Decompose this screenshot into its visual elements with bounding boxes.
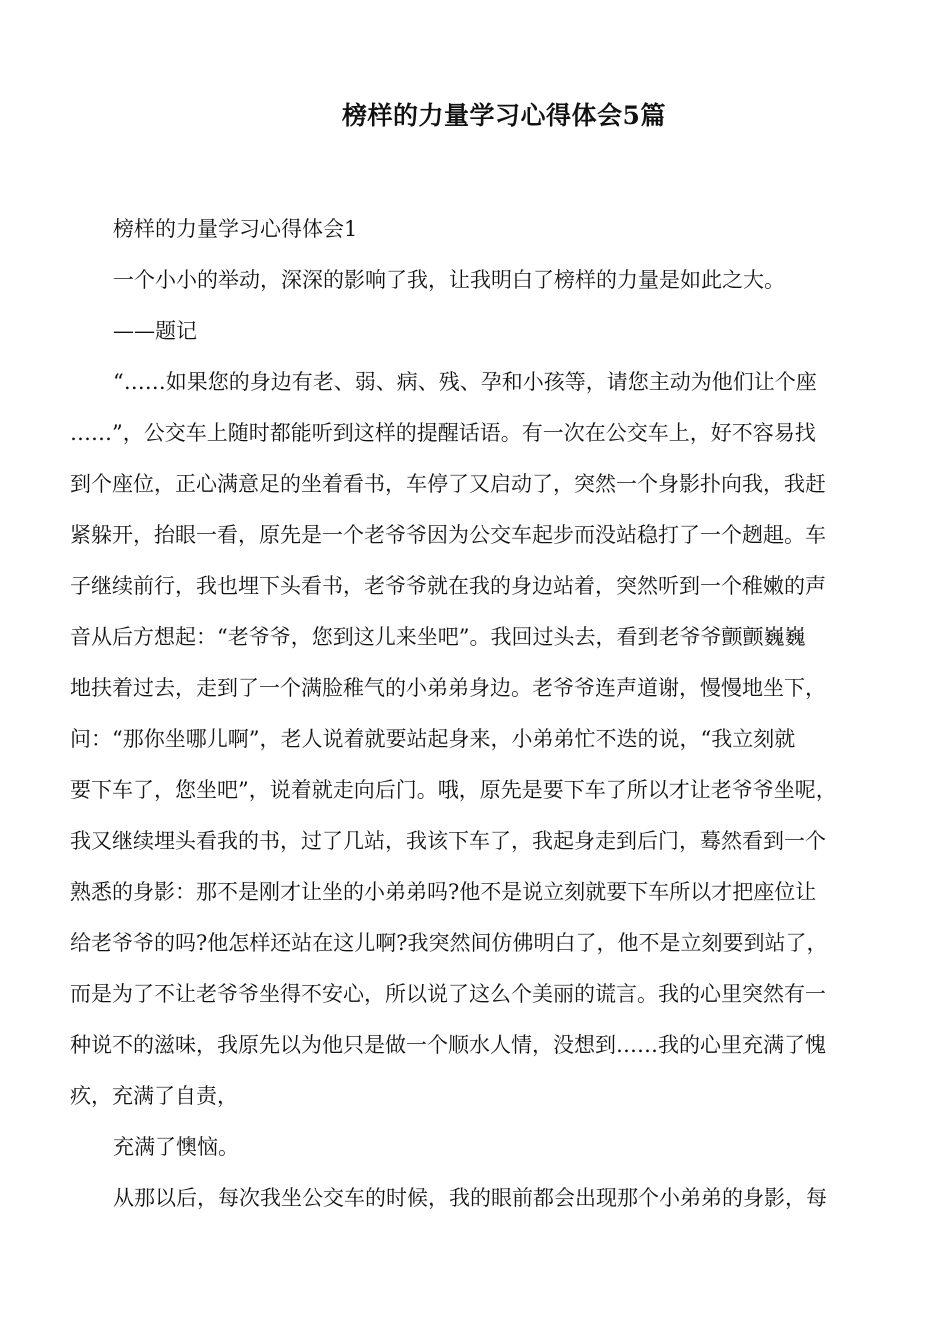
paragraph-line: “……如果您的身边有老、弱、病、残、孕和小孩等，请您主动为他们让个座	[113, 370, 817, 394]
paragraph-line: 问：“那你坐哪儿啊”，老人说着就要站起身来，小弟弟忙不迭的说，“我立刻就	[70, 727, 796, 751]
paragraph-line: 子继续前行，我也埋下头看书，老爷爷就在我的身边站着，突然听到一个稚嫩的声	[70, 574, 826, 598]
section-heading: 榜样的力量学习心得体会1	[113, 217, 358, 241]
paragraph-line: 疚，充满了自责，	[70, 1084, 238, 1108]
paragraph-line: 而是为了不让老爷爷坐得不安心，所以说了这么个美丽的谎言。我的心里突然有一	[70, 982, 826, 1006]
paragraph-line: 音从后方想起：“老爷爷，您到这儿来坐吧”。我回过头去，看到老爷爷颤颤巍巍	[70, 625, 806, 649]
paragraph-line: 熟悉的身影：那不是刚才让坐的小弟弟吗?他不是说立刻就要下车所以才把座位让	[70, 880, 817, 904]
paragraph-line: 给老爷爷的吗?他怎样还站在这儿啊?我突然间仿佛明白了，他不是立刻要到站了，	[70, 931, 828, 955]
paragraph-line: 一个小小的举动，深深的影响了我，让我明白了榜样的力量是如此之大。	[113, 268, 785, 292]
paragraph-line: 地扶着过去，走到了一个满脸稚气的小弟弟身边。老爷爷连声道谢，慢慢地坐下，	[70, 676, 826, 700]
document-title: 榜样的力量学习心得体会5篇	[342, 101, 666, 130]
paragraph-line: 种说不的滋味，我原先以为他只是做一个顺水人情，没想到……我的心里充满了愧	[70, 1033, 826, 1057]
epigraph-note: ——题记	[113, 319, 197, 343]
paragraph-line: 充满了懊恼。	[113, 1135, 239, 1159]
paragraph-line: 我又继续埋头看我的书，过了几站，我该下车了，我起身走到后门，蓦然看到一个	[70, 829, 826, 853]
paragraph-line: 从那以后，每次我坐公交车的时候，我的眼前都会出现那个小弟弟的身影，每	[113, 1186, 827, 1210]
paragraph-line: 到个座位，正心满意足的坐着看书，车停了又启动了，突然一个身影扑向我，我赶	[70, 472, 826, 496]
paragraph-line: 要下车了，您坐吧”，说着就走向后门。哦，原先是要下车了所以才让老爷爷坐呢，	[70, 778, 837, 802]
paragraph-line: ……”，公交车上随时都能听到这样的提醒话语。有一次在公交车上，好不容易找	[70, 421, 816, 445]
paragraph-line: 紧躲开，抬眼一看，原先是一个老爷爷因为公交车起步而没站稳打了一个趔趄。车	[70, 523, 826, 547]
